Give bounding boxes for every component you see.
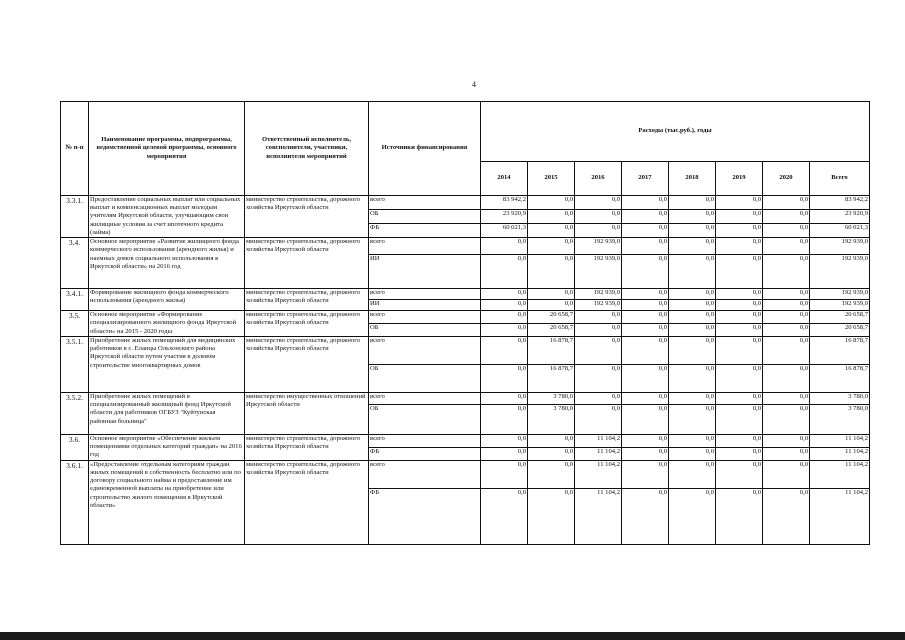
row-value: 0,0 — [575, 392, 622, 404]
row-source: всего — [369, 238, 481, 255]
table-row — [61, 434, 870, 447]
row-source: всего — [369, 311, 481, 324]
header-year: 2019 — [716, 162, 763, 196]
row-value: 0,0 — [669, 311, 716, 324]
row-value: 0,0 — [763, 224, 810, 238]
row-value: 0,0 — [622, 434, 669, 447]
table-row — [61, 196, 870, 210]
row-value: 0,0 — [763, 404, 810, 434]
bottom-edge — [0, 632, 905, 640]
header-year: Всего — [810, 162, 870, 196]
row-value: 0,0 — [716, 210, 763, 224]
row-value: 0,0 — [669, 336, 716, 364]
row-value: 0,0 — [528, 224, 575, 238]
row-executor: министерство строительства, дорожного хозяйства Иркутской области — [245, 311, 369, 337]
row-value: 0,0 — [763, 392, 810, 404]
row-value: 0,0 — [716, 460, 763, 488]
row-value: 11 104,2 — [575, 434, 622, 447]
row-value: 192 939,0 — [810, 289, 870, 300]
row-value: 0,0 — [763, 210, 810, 224]
row-value: 3 780,0 — [810, 404, 870, 434]
row-value: 0,0 — [622, 300, 669, 311]
row-value: 0,0 — [716, 311, 763, 324]
row-value: 16 878,7 — [528, 364, 575, 392]
row-value: 0,0 — [528, 255, 575, 289]
row-value: 0,0 — [669, 324, 716, 337]
row-source: всего — [369, 434, 481, 447]
row-value: 0,0 — [716, 289, 763, 300]
row-source: ОБ — [369, 404, 481, 434]
row-source: ОБ — [369, 324, 481, 337]
row-value: 11 104,2 — [810, 488, 870, 544]
row-value: 192 939,0 — [575, 289, 622, 300]
row-value: 0,0 — [763, 336, 810, 364]
row-value: 0,0 — [716, 224, 763, 238]
row-value: 0,0 — [763, 255, 810, 289]
row-value: 0,0 — [481, 404, 528, 434]
row-value: 20 658,7 — [528, 311, 575, 324]
row-executor: министерство строительства, дорожного хозяйства Иркутской области — [245, 336, 369, 392]
row-source: всего — [369, 392, 481, 404]
header-year: 2018 — [669, 162, 716, 196]
row-name: Основное мероприятие «Обеспечение жильем помещениями отдельных категорий граждан» на 2016 год — [89, 434, 245, 460]
row-value: 0,0 — [763, 488, 810, 544]
row-source: ИИ — [369, 255, 481, 289]
row-value: 0,0 — [481, 364, 528, 392]
row-value: 192 939,0 — [810, 300, 870, 311]
row-value: 192 939,0 — [575, 238, 622, 255]
row-value: 16 878,7 — [810, 336, 870, 364]
row-source: ФБ — [369, 447, 481, 460]
row-value: 0,0 — [669, 289, 716, 300]
row-value: 192 939,0 — [810, 255, 870, 289]
row-name: Формирование жилищного фонда коммерческого использования (арендного жилья) — [89, 289, 245, 311]
row-value: 60 021,3 — [810, 224, 870, 238]
row-value: 0,0 — [763, 300, 810, 311]
row-source: ОБ — [369, 364, 481, 392]
row-value: 0,0 — [669, 196, 716, 210]
row-value: 0,0 — [622, 488, 669, 544]
row-value: 0,0 — [622, 460, 669, 488]
row-value: 0,0 — [481, 434, 528, 447]
row-value: 11 104,2 — [810, 434, 870, 447]
row-value: 0,0 — [481, 460, 528, 488]
row-value: 0,0 — [622, 324, 669, 337]
row-value: 0,0 — [575, 224, 622, 238]
row-value: 192 939,0 — [575, 255, 622, 289]
row-value: 16 878,7 — [528, 336, 575, 364]
page-number: 4 — [472, 80, 476, 89]
row-value: 0,0 — [622, 224, 669, 238]
row-name: «Предоставление отдельным категориям граждан жилых помещений в собственность бесплатно или по договору социального найма и предоставление им единовременной выплаты на приобретение или строительство жилого помещения в Иркутской области» — [89, 460, 245, 544]
row-name: Основное мероприятие «Формирование специализированного жилищного фонда Иркутской области» на 2015 - 2020 годы — [89, 311, 245, 337]
row-name: Основное мероприятие «Развитие жилищного фонда коммерческого использования (арендного жилья) и наемных домов социального использования в Иркутской области» на 2016 год — [89, 238, 245, 289]
row-code: 3.5. — [61, 311, 89, 337]
row-value: 20 658,7 — [528, 324, 575, 337]
table-row — [61, 311, 870, 324]
row-value: 0,0 — [716, 255, 763, 289]
row-code: 3.3.1. — [61, 196, 89, 238]
row-source: всего — [369, 289, 481, 300]
row-value: 0,0 — [669, 364, 716, 392]
row-code: 3.4. — [61, 238, 89, 289]
row-value: 0,0 — [528, 238, 575, 255]
table-row — [61, 392, 870, 404]
header-year: 2016 — [575, 162, 622, 196]
row-value: 0,0 — [528, 289, 575, 300]
row-code: 3.6. — [61, 434, 89, 460]
row-value: 0,0 — [528, 447, 575, 460]
row-value: 0,0 — [763, 434, 810, 447]
header-name: Наименование программы, подпрограммы, ведомственной целевой программы, основного мероприятия — [89, 102, 245, 196]
row-value: 20 658,7 — [810, 311, 870, 324]
header-year: 2015 — [528, 162, 575, 196]
row-value: 192 939,0 — [810, 238, 870, 255]
row-source: всего — [369, 336, 481, 364]
row-source: всего — [369, 196, 481, 210]
row-value: 0,0 — [481, 255, 528, 289]
row-value: 20 658,7 — [810, 324, 870, 337]
table-row — [61, 289, 870, 300]
row-value: 0,0 — [763, 238, 810, 255]
row-value: 0,0 — [528, 300, 575, 311]
row-value: 0,0 — [528, 460, 575, 488]
table-row — [61, 460, 870, 488]
header-year: 2017 — [622, 162, 669, 196]
row-value: 11 104,2 — [575, 460, 622, 488]
row-value: 0,0 — [669, 404, 716, 434]
row-value: 0,0 — [622, 392, 669, 404]
row-value: 3 780,0 — [528, 392, 575, 404]
row-value: 0,0 — [575, 364, 622, 392]
row-value: 0,0 — [528, 210, 575, 224]
row-value: 0,0 — [622, 404, 669, 434]
row-value: 0,0 — [669, 434, 716, 447]
row-value: 0,0 — [622, 289, 669, 300]
row-name: Приобретение жилых помещений для медицинских работников в с. Еланцы Ольхонского района Иркутской области путем участия в долевом строительстве многоквартирных домов — [89, 336, 245, 392]
row-value: 192 939,0 — [575, 300, 622, 311]
row-value: 0,0 — [669, 447, 716, 460]
row-code: 3.6.1. — [61, 460, 89, 544]
row-value: 0,0 — [669, 488, 716, 544]
row-value: 83 942,2 — [810, 196, 870, 210]
row-value: 0,0 — [481, 311, 528, 324]
row-value: 0,0 — [669, 392, 716, 404]
row-value: 0,0 — [622, 255, 669, 289]
row-value: 3 780,0 — [528, 404, 575, 434]
row-value: 11 104,2 — [575, 488, 622, 544]
header-executor: Ответственный исполнитель, соисполнители, участники, исполнители мероприятий — [245, 102, 369, 196]
row-value: 0,0 — [763, 460, 810, 488]
row-value: 0,0 — [669, 224, 716, 238]
row-value: 0,0 — [575, 311, 622, 324]
row-source: ИИ — [369, 300, 481, 311]
row-value: 0,0 — [716, 324, 763, 337]
header-expenses: Расходы (тыс.руб.), годы — [481, 102, 870, 162]
row-value: 0,0 — [481, 324, 528, 337]
row-value: 3 780,0 — [810, 392, 870, 404]
row-source: всего — [369, 460, 481, 488]
row-value: 0,0 — [528, 196, 575, 210]
row-source: ФБ — [369, 224, 481, 238]
row-source: ФБ — [369, 488, 481, 544]
row-value: 0,0 — [481, 300, 528, 311]
row-value: 0,0 — [716, 392, 763, 404]
row-value: 0,0 — [669, 255, 716, 289]
row-value: 23 920,9 — [810, 210, 870, 224]
header-source: Источники финансирования — [369, 102, 481, 196]
row-value: 83 942,2 — [481, 196, 528, 210]
table-row — [61, 336, 870, 364]
row-value: 11 104,2 — [575, 447, 622, 460]
row-value: 0,0 — [622, 336, 669, 364]
row-name: Предоставление социальных выплат или социальных выплат и компенсационных выплат молодым учителям Иркутской области, улучшающим свои жилищные условия за счет ипотечного кредита (займа) — [89, 196, 245, 238]
row-value: 0,0 — [716, 336, 763, 364]
row-value: 0,0 — [622, 364, 669, 392]
row-value: 0,0 — [763, 324, 810, 337]
row-value: 0,0 — [575, 404, 622, 434]
row-value: 0,0 — [622, 311, 669, 324]
row-executor: министерство строительства, дорожного хозяйства Иркутской области — [245, 460, 369, 544]
row-value: 0,0 — [528, 488, 575, 544]
header-num: № п-п — [61, 102, 89, 196]
table-row — [61, 238, 870, 255]
row-value: 0,0 — [763, 447, 810, 460]
row-value: 60 021,3 — [481, 224, 528, 238]
row-value: 0,0 — [575, 336, 622, 364]
row-executor: министерство строительства, дорожного хозяйства Иркутской области — [245, 289, 369, 311]
row-value: 0,0 — [716, 238, 763, 255]
row-value: 0,0 — [716, 196, 763, 210]
row-value: 0,0 — [575, 196, 622, 210]
row-value: 0,0 — [716, 300, 763, 311]
row-value: 0,0 — [716, 434, 763, 447]
row-value: 0,0 — [575, 210, 622, 224]
row-value: 0,0 — [763, 289, 810, 300]
row-value: 0,0 — [716, 488, 763, 544]
row-value: 0,0 — [481, 447, 528, 460]
row-value: 0,0 — [763, 196, 810, 210]
header-year: 2020 — [763, 162, 810, 196]
row-value: 0,0 — [669, 460, 716, 488]
row-value: 11 104,2 — [810, 447, 870, 460]
row-value: 16 878,7 — [810, 364, 870, 392]
row-code: 3.5.2. — [61, 392, 89, 434]
row-executor: министерство строительства, дорожного хозяйства Иркутской области — [245, 196, 369, 238]
row-value: 0,0 — [669, 210, 716, 224]
row-value: 0,0 — [481, 336, 528, 364]
header-year: 2014 — [481, 162, 528, 196]
budget-table — [60, 101, 870, 545]
row-value: 0,0 — [669, 238, 716, 255]
row-source: ОБ — [369, 210, 481, 224]
row-value: 0,0 — [575, 324, 622, 337]
row-value: 0,0 — [763, 311, 810, 324]
row-executor: министерство строительства, дорожного хозяйства Иркутской области — [245, 238, 369, 289]
row-value: 0,0 — [622, 196, 669, 210]
row-value: 0,0 — [716, 447, 763, 460]
row-value: 0,0 — [622, 238, 669, 255]
row-value: 0,0 — [622, 210, 669, 224]
row-code: 3.4.1. — [61, 289, 89, 311]
row-value: 0,0 — [669, 300, 716, 311]
row-name: Приобретение жилых помещений в специализированный жилищный фонд Иркутской области для работников ОГБУЗ "Куйтунская районная больница" — [89, 392, 245, 434]
row-value: 0,0 — [481, 289, 528, 300]
row-value: 0,0 — [528, 434, 575, 447]
row-value: 0,0 — [716, 364, 763, 392]
row-value: 0,0 — [716, 404, 763, 434]
row-value: 0,0 — [763, 364, 810, 392]
row-value: 0,0 — [481, 488, 528, 544]
row-executor: министерство строительства, дорожного хозяйства Иркутской области — [245, 434, 369, 460]
row-code: 3.5.1. — [61, 336, 89, 392]
row-executor: министерство имущественных отношений Иркутской области — [245, 392, 369, 434]
row-value: 0,0 — [622, 447, 669, 460]
row-value: 11 104,2 — [810, 460, 870, 488]
row-value: 0,0 — [481, 238, 528, 255]
row-value: 23 920,9 — [481, 210, 528, 224]
row-value: 0,0 — [481, 392, 528, 404]
